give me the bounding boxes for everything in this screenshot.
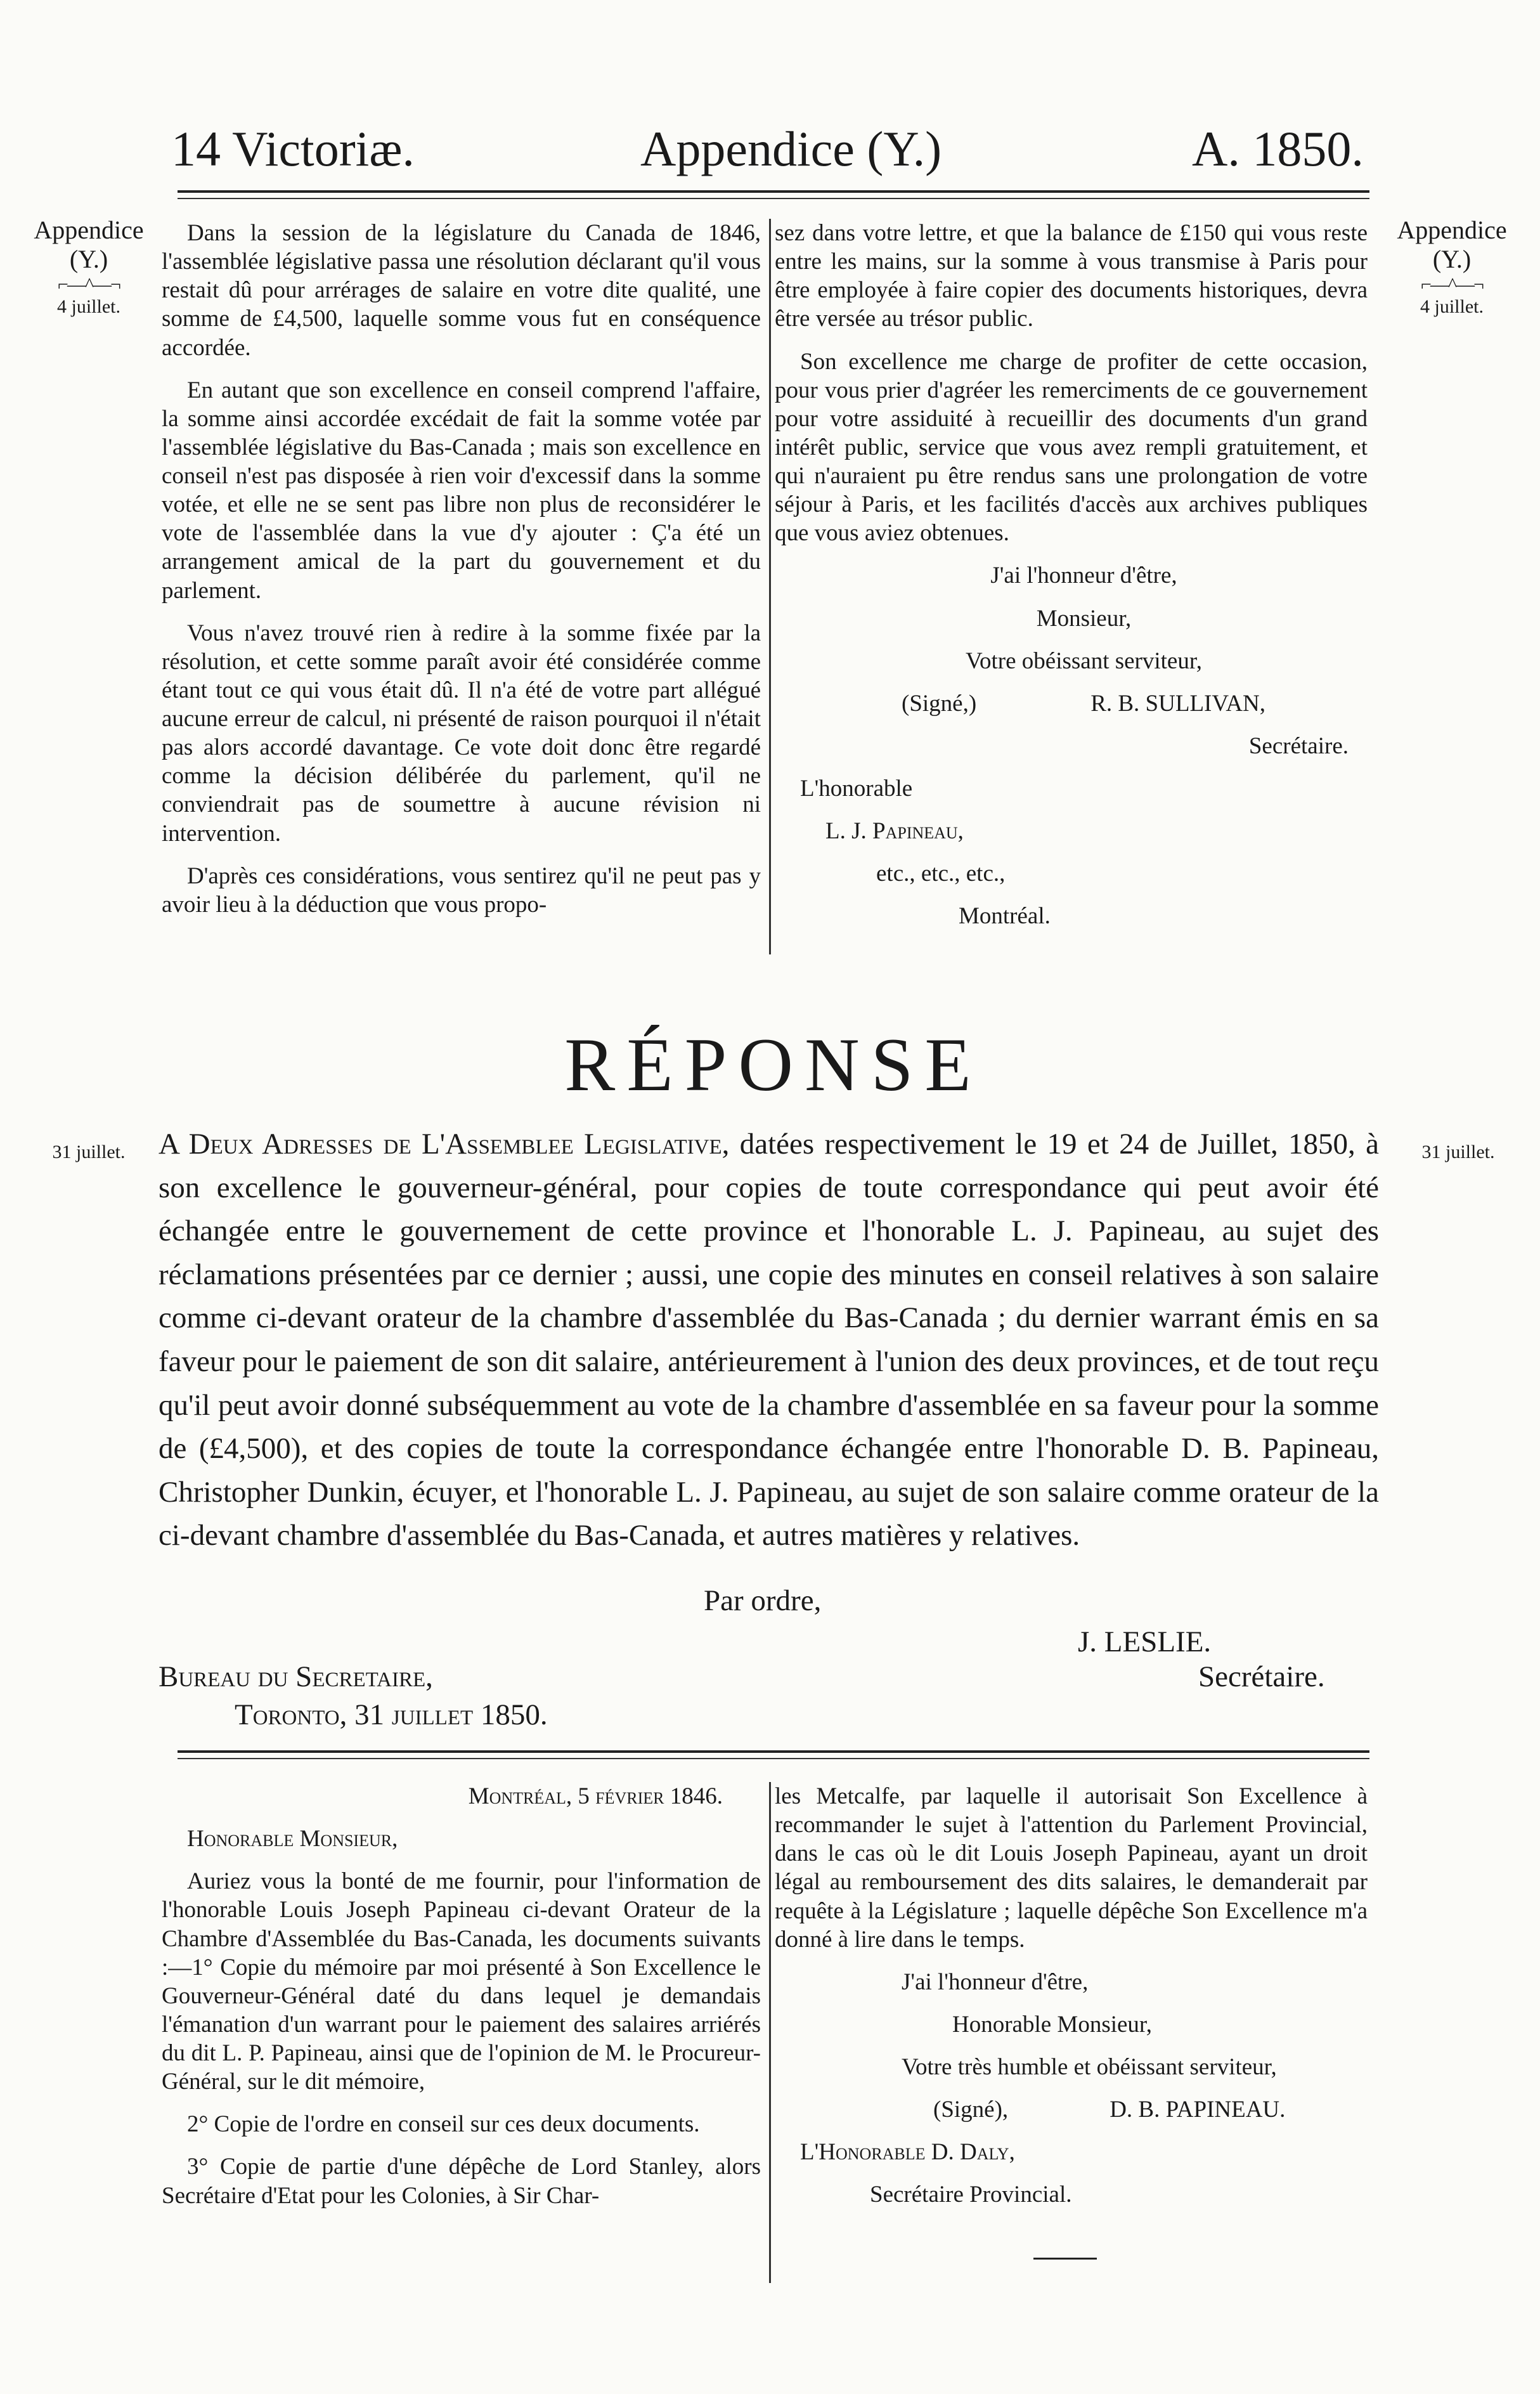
paragraph: 3° Copie de partie d'une dépêche de Lord Stanley, alors Secrétaire d'Etat pour les Colonies, à Sir Char-	[162, 2154, 761, 2209]
margin-note-right	[1376, 216, 1528, 318]
reponse-title: RÉPONSE	[564, 1022, 983, 1107]
letter-dateline: Montréal, 5 février 1846.	[468, 1783, 723, 1809]
salutation-line: Honorable Monsieur,	[952, 2011, 1153, 2038]
reponse-text: datées respectivement le 19 et 24 de Juillet, 1850, à son excellence le gouverneur-général, pour copies de toute correspondance qui peut avoir été échangée entre le gouvernement de cette province et l'honorable L. J. Papineau, au sujet des réclamations présentées par ce dernier ; aussi, une copie des minutes en conseil relatives à son salaire comme ci-devant orateur de la chambre d'assemblée du Bas-Canada ; du dernier warrant émis en sa faveur pour le paiement de son dit salaire, antérieurement à l'union des deux provinces, et de tout reçu qu'il peut avoir donné subséquemment au vote de la chambre d'assemblée en sa faveur pour la somme de (£4,500), et des copies de toute la correspondance échangée entre l'honorable D. B. Papineau, Christopher Dunkin, écuyer, et l'honorable L. J. Papineau, au sujet de son salaire comme orateur de la ci-devant chambre d'assemblée du Bas-Canada, et autres matières y relatives.	[159, 1128, 1379, 1552]
paragraph: les Metcalfe, par laquelle il autorisait Son Excellence à recommander le sujet à l'attention du Parlement Provincial, dans le cas où le dit Louis Joseph Papineau, ayant un droit légal au remboursement des dits salaires, le demanderait par requête à la Législature ; laquelle dépêche Son Excellence m'a donné à lire dans le temps.	[775, 1783, 1368, 1953]
paragraph: Son excellence me charge de profiter de cette occasion, pour vous prier d'agréer les remerciments de ce gouvernement pour votre assiduité à recueillir des documents d'un grand intérêt public, service que vous avez rempli gratuitement, et qui n'auraient pu être rendus sans une prolongation de votre séjour à Paris, et les facilités d'accès aux archives publiques que vous aviez obtenues.	[775, 348, 1368, 547]
section-rule-thin	[178, 1758, 1369, 1759]
closing-line: J'ai l'honneur d'être,	[902, 1968, 1089, 1995]
bottom-right-column	[775, 1782, 1368, 2223]
paragraph: D'après ces considérations, vous sentirez qu'il ne peut pas y avoir lieu à la déduction que vous propo-	[162, 862, 761, 918]
running-header-year: A. 1850.	[1192, 121, 1364, 176]
running-header-appendix: Appendice (Y.)	[640, 121, 942, 176]
header-rule	[178, 190, 1369, 193]
reponse-body	[159, 1122, 1379, 1558]
paragraph: Vous n'avez trouvé rien à redire à la somme fixée par la résolution, et cette somme paraît avoir été considérée comme étant tout ce qui vous était dû. Il n'a été de votre part allégué aucune erreur de calcul, ni présenté de raison pourquoi il n'était pas alors accordé davantage. Ce vote doit donc être regardé comme la décision délibérée du parlement, qu'il ne conviendrait pas de soumettre à aucune révision ni intervention.	[162, 620, 761, 847]
margin-appendice-label: Appendice	[1397, 216, 1507, 244]
addressee-title: Secrétaire Provincial.	[870, 2182, 1072, 2208]
addressee-line: L'honorable	[800, 776, 913, 802]
top-right-column	[775, 219, 1368, 945]
margin-date: 4 juillet.	[57, 296, 120, 317]
top-left-column	[162, 219, 761, 933]
addressee-line: etc., etc., etc.,	[876, 861, 1006, 887]
servant-line: Votre obéissant serviteur,	[966, 647, 1202, 674]
signature-line	[775, 2095, 1368, 2124]
bottom-left-column	[162, 1782, 761, 2224]
addressee-city: Montréal.	[959, 903, 1051, 930]
signed-label: (Signé),	[933, 2097, 1009, 2123]
running-header-volume: 14 Victoriæ.	[171, 121, 415, 176]
end-rule	[1033, 2258, 1097, 2260]
column-divider	[769, 219, 771, 954]
paragraph: Auriez vous la bonté de me fournir, pour l'information de l'honorable Louis Joseph Papineau ci-devant Orateur de la Chambre d'Assemblée du Bas-Canada, les documents suivants :—1° Copie du mémoire par moi présenté à Son Excellence le Gouverneur-Général daté du dans lequel je demandais l'émanation d'un warrant pour le paiement des salaires arriérés du dit L. P. Papineau, ainsi que de l'opinion de M. le Procureur-Général, sur le dit mémoire,	[162, 1868, 761, 2095]
paragraph: 2° Copie de l'ordre en conseil sur ces deux documents.	[187, 2111, 700, 2138]
column-divider	[769, 1782, 771, 2283]
header-rule-thin	[178, 198, 1369, 199]
margin-appendice-label: Appendice	[34, 216, 144, 244]
reponse-signer-title: Secrétaire.	[1198, 1660, 1325, 1693]
letter-salutation: Honorable Monsieur,	[187, 1826, 398, 1852]
margin-appendix-letter: (Y.)	[1432, 245, 1472, 273]
paragraph: Dans la session de la législature du Canada de 1846, l'assemblée législative passa une résolution déclarant qu'il vous restait dû pour arrérages de salaire en votre dite qualité, une somme de £4,500, laquelle somme vous fut en conséquence accordée.	[162, 220, 761, 361]
margin-appendix-letter: (Y.)	[69, 245, 108, 273]
signer-title: Secrétaire.	[1248, 732, 1349, 759]
servant-line: Votre très humble et obéissant serviteur,	[902, 2054, 1277, 2080]
par-ordre: Par ordre,	[704, 1584, 822, 1617]
closing-line: J'ai l'honneur d'être,	[990, 563, 1177, 589]
reponse-place-date: Toronto, 31 juillet 1850.	[235, 1698, 548, 1731]
signature-line	[775, 689, 1368, 718]
signer-name: R. B. SULLIVAN,	[1090, 690, 1266, 717]
margin-date-reponse-left: 31 juillet.	[52, 1142, 126, 1162]
reponse-lead: A Deux Adresses de L'Assemblee Legislative,	[159, 1128, 730, 1161]
addressee-name: L'Honorable D. Daly,	[800, 2139, 1015, 2166]
reponse-office: Bureau du Secretaire,	[159, 1660, 433, 1693]
paragraph: sez dans votre lettre, et que la balance de £150 qui vous reste entre les mains, sur la somme à vous transmise à Paris pour être employée à faire copier des documents historiques, devra être versée au trésor public.	[775, 220, 1368, 332]
margin-note-left	[19, 216, 159, 318]
margin-brace-icon: ⌐—^—¬	[58, 274, 120, 295]
signed-label: (Signé,)	[902, 690, 977, 717]
signer-name: D. B. PAPINEAU.	[1110, 2097, 1286, 2123]
salutation-line: Monsieur,	[1036, 605, 1132, 632]
section-rule	[178, 1750, 1369, 1753]
margin-date-reponse-right: 31 juillet.	[1421, 1142, 1495, 1162]
addressee-name: L. J. Papineau,	[825, 818, 964, 845]
reponse-signer: J. LESLIE.	[1078, 1625, 1212, 1658]
margin-date: 4 juillet.	[1420, 296, 1484, 317]
paragraph: En autant que son excellence en conseil comprend l'affaire, la somme ainsi accordée excédait de fait la somme votée par l'assemblée législative du Bas-Canada ; mais son excellence en conseil n'est pas disposée à rien voir d'excessif dans la somme votée, et elle ne se sent pas libre non plus de reconsidérer le vote de l'assemblée dans la vue d'y ajouter : Ç'a été un arrangement amical de la part du gouvernement et du parlement.	[162, 377, 761, 604]
margin-brace-icon: ⌐—^—¬	[1421, 274, 1483, 295]
